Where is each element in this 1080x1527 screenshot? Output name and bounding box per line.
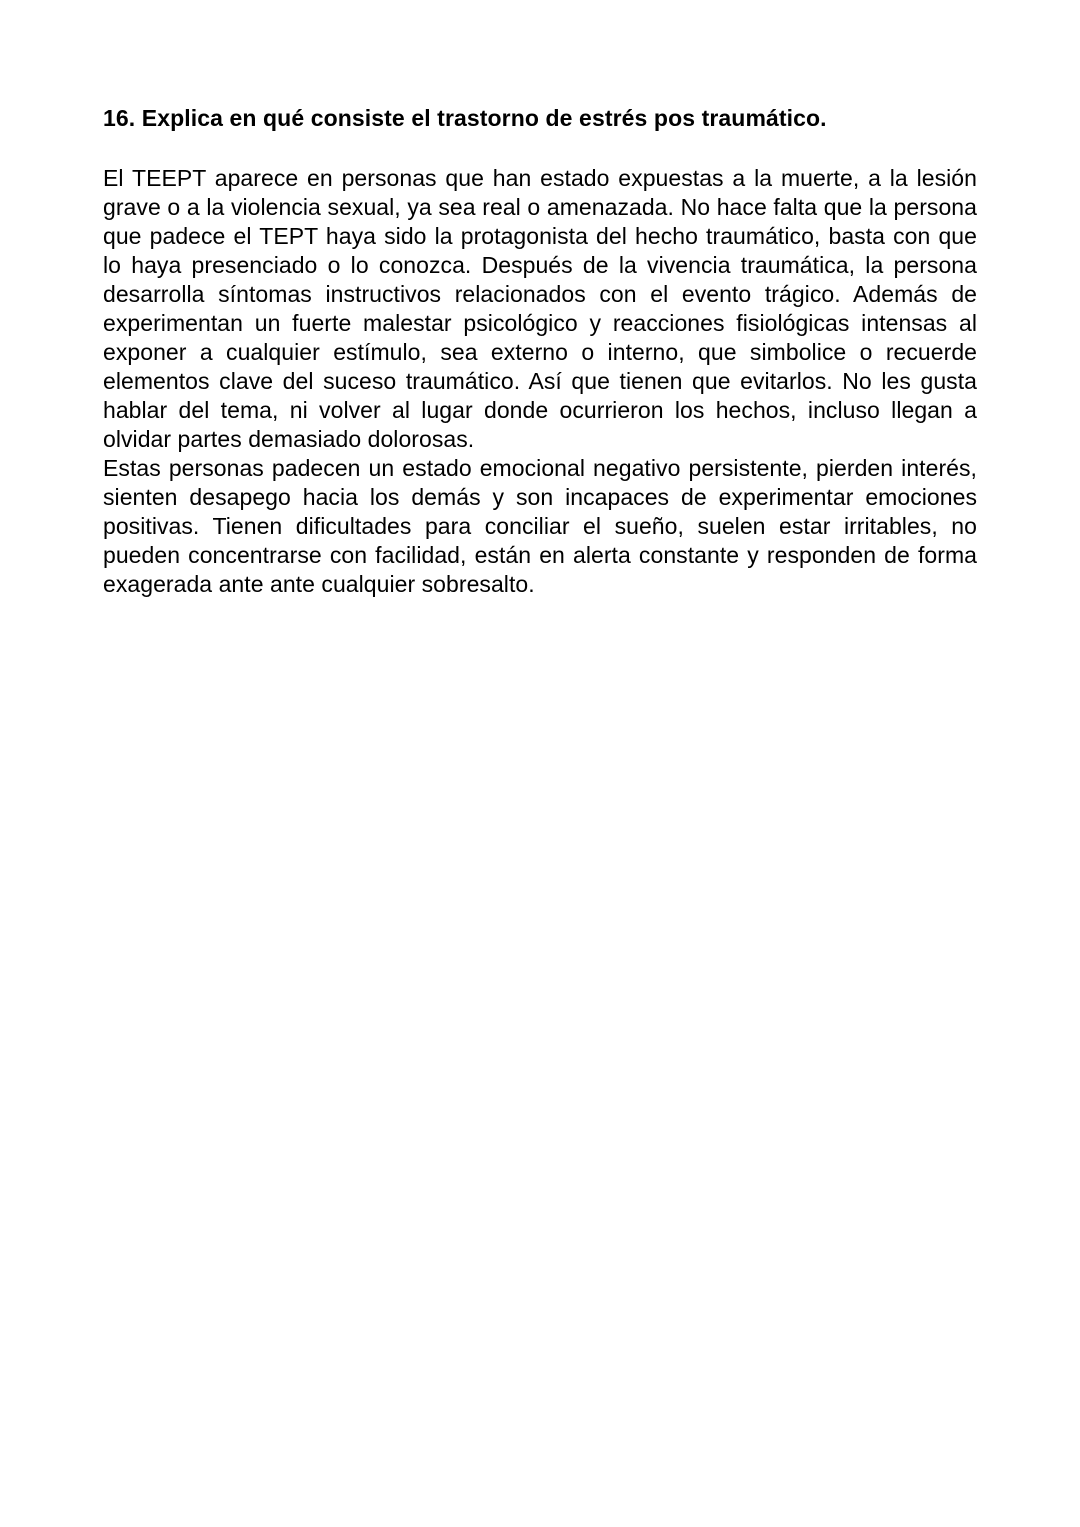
question-heading: 16. Explica en qué consiste el trastorno de estrés pos traumático. [103, 105, 827, 131]
document-page [103, 102, 977, 599]
answer-paragraph-1: El TEEPT aparece en personas que han estado expuestas a la muerte, a la lesión grave o a la violencia sexual, ya sea real o amenazada. No hace falta que la persona que padece el TEPT haya sido la protagonista del hecho traumático, basta con que lo haya presenciado o lo conozca. Después de la vivencia traumática, la persona desarrolla síntomas instructivos relacionados con el evento trágico. Además de experimentan un fuerte malestar psicológico y reacciones fisiológicas intensas al exponer a cualquier estímulo, sea externo o interno, que simbolice o recuerde elementos clave del suceso traumático. Así que tienen que evitarlos. No les gusta hablar del tema, ni volver al lugar donde ocurrieron los hechos, incluso llegan a olvidar partes demasiado dolorosas. [103, 165, 977, 452]
answer-paragraph-2: Estas personas padecen un estado emocional negativo persistente, pierden interés, sienten desapego hacia los demás y son incapaces de experimentar emociones positivas. Tienen dificultades para conciliar el sueño, suelen estar irritables, no pueden concentrarse con facilidad, están en alerta constante y responden de forma exagerada ante ante cualquier sobresalto. [103, 455, 977, 597]
answer-body [103, 164, 977, 599]
